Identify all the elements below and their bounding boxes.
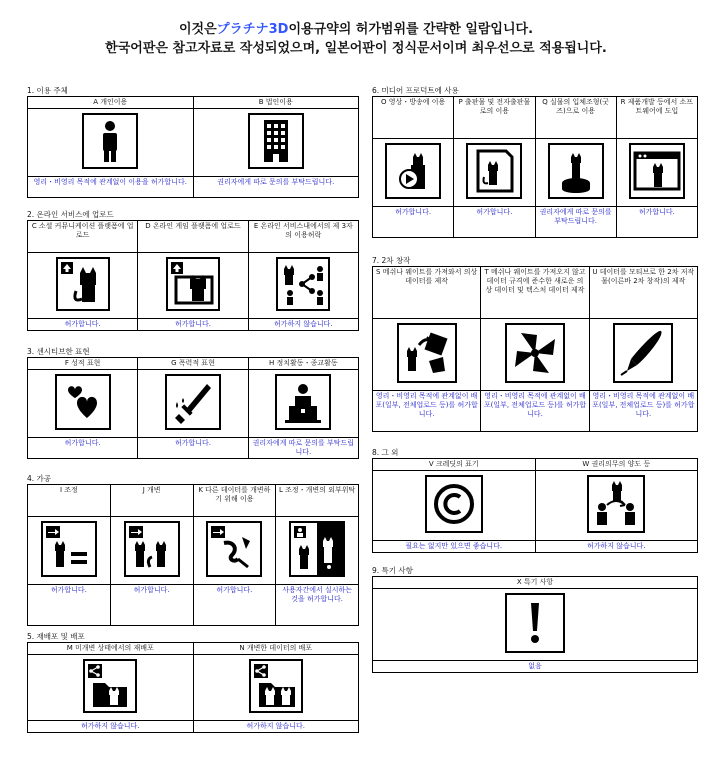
figure-icon <box>548 143 604 199</box>
section-processing <box>27 473 359 626</box>
fan-icon <box>505 323 565 383</box>
third-party-share-icon <box>276 257 330 311</box>
item-status: 필요는 없지만 있으면 좋습니다. <box>373 541 536 553</box>
item-label: L 조정・개변의 외부위탁 <box>276 485 359 517</box>
section-title: 2. 온라인 서비스에 업로드 <box>27 210 114 219</box>
knife-icon <box>165 374 221 430</box>
item-label: J 개변 <box>110 485 193 517</box>
item-label: T 메쉬나 웨이트를 가져오지 않고 데이터 규격에 준수한 새로운 의상 데이터 및 텍스처 데이터 제작 <box>481 267 589 319</box>
transfer-icon <box>587 475 645 533</box>
item-status: 영리・비영리 목적에 관계없이 이용을 허가합니다. <box>28 177 194 198</box>
item-status: 허가합니다. <box>193 585 276 626</box>
item-status: 허가합니다. <box>110 585 193 626</box>
person-icon <box>82 113 138 169</box>
section-redistribution <box>27 631 359 733</box>
item-label: N 개변한 데이터의 배포 <box>193 643 359 655</box>
item-status: 영리・비영리 목적에 관계없이 배포(일부, 전체업로드 등)를 허가합니다. <box>481 391 589 432</box>
section-title: 5. 재배포 및 배포 <box>27 632 85 641</box>
redistribute-icon <box>83 659 137 713</box>
item-status: 허가합니다. <box>138 319 248 331</box>
section-other <box>372 447 698 553</box>
section-title: 8. 그 외 <box>372 448 399 457</box>
distribute-modified-icon <box>249 659 303 713</box>
item-label: X 특기 사항 <box>373 577 698 589</box>
section-special-notes <box>372 565 698 673</box>
item-status: 권리자에게 따로 문의를 부탁드립니다. <box>535 207 616 238</box>
item-label: K 다른 데이터를 개변하기 위해 이용 <box>193 485 276 517</box>
item-label: W 권리의무의 양도 등 <box>535 459 698 471</box>
page-title <box>0 20 712 58</box>
section-title: 4. 가공 <box>27 474 52 483</box>
title-line-1 <box>0 20 712 39</box>
adjust-icon <box>41 521 97 577</box>
item-label: R 제품개발 등에서 소프트웨어에 도입 <box>616 97 697 139</box>
publication-icon <box>466 143 522 199</box>
section-title: 1. 이용 주체 <box>27 86 68 95</box>
item-label: A 개인이용 <box>28 97 194 109</box>
podium-icon <box>275 374 331 430</box>
item-label: E 온라인 서비스내에서의 제 3자의 이용허락 <box>248 221 358 253</box>
title-line-2: 한국어판은 참고자료로 작성되었으며, 일본어판이 정식문서이며 최우선으로 적용됩니다. <box>105 41 607 56</box>
item-label: I 조정 <box>28 485 111 517</box>
upload-sns-icon <box>56 257 110 311</box>
building-icon <box>248 113 304 169</box>
item-status: 허가합니다. <box>454 207 535 238</box>
section-title: 3. 센시티브한 표현 <box>27 347 90 356</box>
item-label: V 크레딧의 표기 <box>373 459 536 471</box>
item-label: B 법인이용 <box>193 97 359 109</box>
section-media-products <box>372 85 698 238</box>
item-label: C 소셜 커뮤니케이션 플랫폼에 업로드 <box>28 221 138 253</box>
item-status: 허가합니다. <box>28 438 138 459</box>
section-usage-subject <box>27 85 359 198</box>
modify-icon <box>124 521 180 577</box>
item-label: H 정치활동・종교활동 <box>248 358 358 370</box>
item-status: 권리자에게 따로 문의를 부탁드립니다. <box>193 177 359 198</box>
title-accent: プラチナ3D <box>216 22 289 37</box>
software-icon <box>629 143 685 199</box>
mesh-icon <box>397 323 457 383</box>
hearts-icon <box>55 374 111 430</box>
item-label: Q 실물의 입체조형(굿즈)으로 이용 <box>535 97 616 139</box>
item-status: 허가합니다. <box>616 207 697 238</box>
video-icon <box>385 143 441 199</box>
section-title: 7. 2차 창작 <box>372 256 411 265</box>
section-title: 9. 특기 사항 <box>372 566 413 575</box>
item-status: 허가하지 않습니다. <box>28 721 194 733</box>
title-post: 이용규약의 허가범위를 간략한 일람입니다. <box>288 22 534 37</box>
item-label: M 미개변 상태에서의 재배포 <box>28 643 194 655</box>
item-status: 영리・비영리 목적에 관계없이 배포(일부, 전체업로드 등)를 허가합니다. <box>373 391 481 432</box>
title-pre: 이것은 <box>178 22 217 37</box>
item-status: 허가합니다. <box>373 207 454 238</box>
pen-icon <box>613 323 673 383</box>
outsource-icon <box>289 521 345 577</box>
section-derivative-works <box>372 255 698 432</box>
item-status: 권리자에게 따로 문의를 부탁드립니다. <box>248 438 358 459</box>
item-label: D 온라인 게임 플랫폼에 업로드 <box>138 221 248 253</box>
item-status: 허가하지 않습니다. <box>248 319 358 331</box>
upload-game-icon <box>166 257 220 311</box>
item-status: 허가하지 않습니다. <box>535 541 698 553</box>
item-status: 사용자간에서 실시하는 것을 허가합니다. <box>276 585 359 626</box>
section-online-upload <box>27 209 359 331</box>
item-status: 허가하지 않습니다. <box>193 721 359 733</box>
item-label: U 데이터를 모티브로 한 2차 저작물(이른바 2차 창작)의 제작 <box>589 267 697 319</box>
item-label: O 영상・방송에 이용 <box>373 97 454 139</box>
item-label: P 출판물 및 전자출판물로의 이용 <box>454 97 535 139</box>
item-label: G 폭력적 표현 <box>138 358 248 370</box>
other-data-icon <box>206 521 262 577</box>
item-status: 허가합니다. <box>28 585 111 626</box>
item-status: 허가합니다. <box>138 438 248 459</box>
item-label: S 메쉬나 웨이트를 가져와서 의상 데이터를 제작 <box>373 267 481 319</box>
exclamation-icon <box>505 593 565 653</box>
item-status: 허가합니다. <box>28 319 138 331</box>
section-title: 6. 미디어 프로덕트에 사용 <box>372 86 459 95</box>
item-status: 영리・비영리 목적에 관계없이 배포(일부, 전체업로드 등)를 허가합니다. <box>589 391 697 432</box>
item-label: F 성적 표현 <box>28 358 138 370</box>
section-sensitive-expression <box>27 346 359 459</box>
item-status: 없음 <box>373 661 698 673</box>
copyright-icon <box>425 475 483 533</box>
